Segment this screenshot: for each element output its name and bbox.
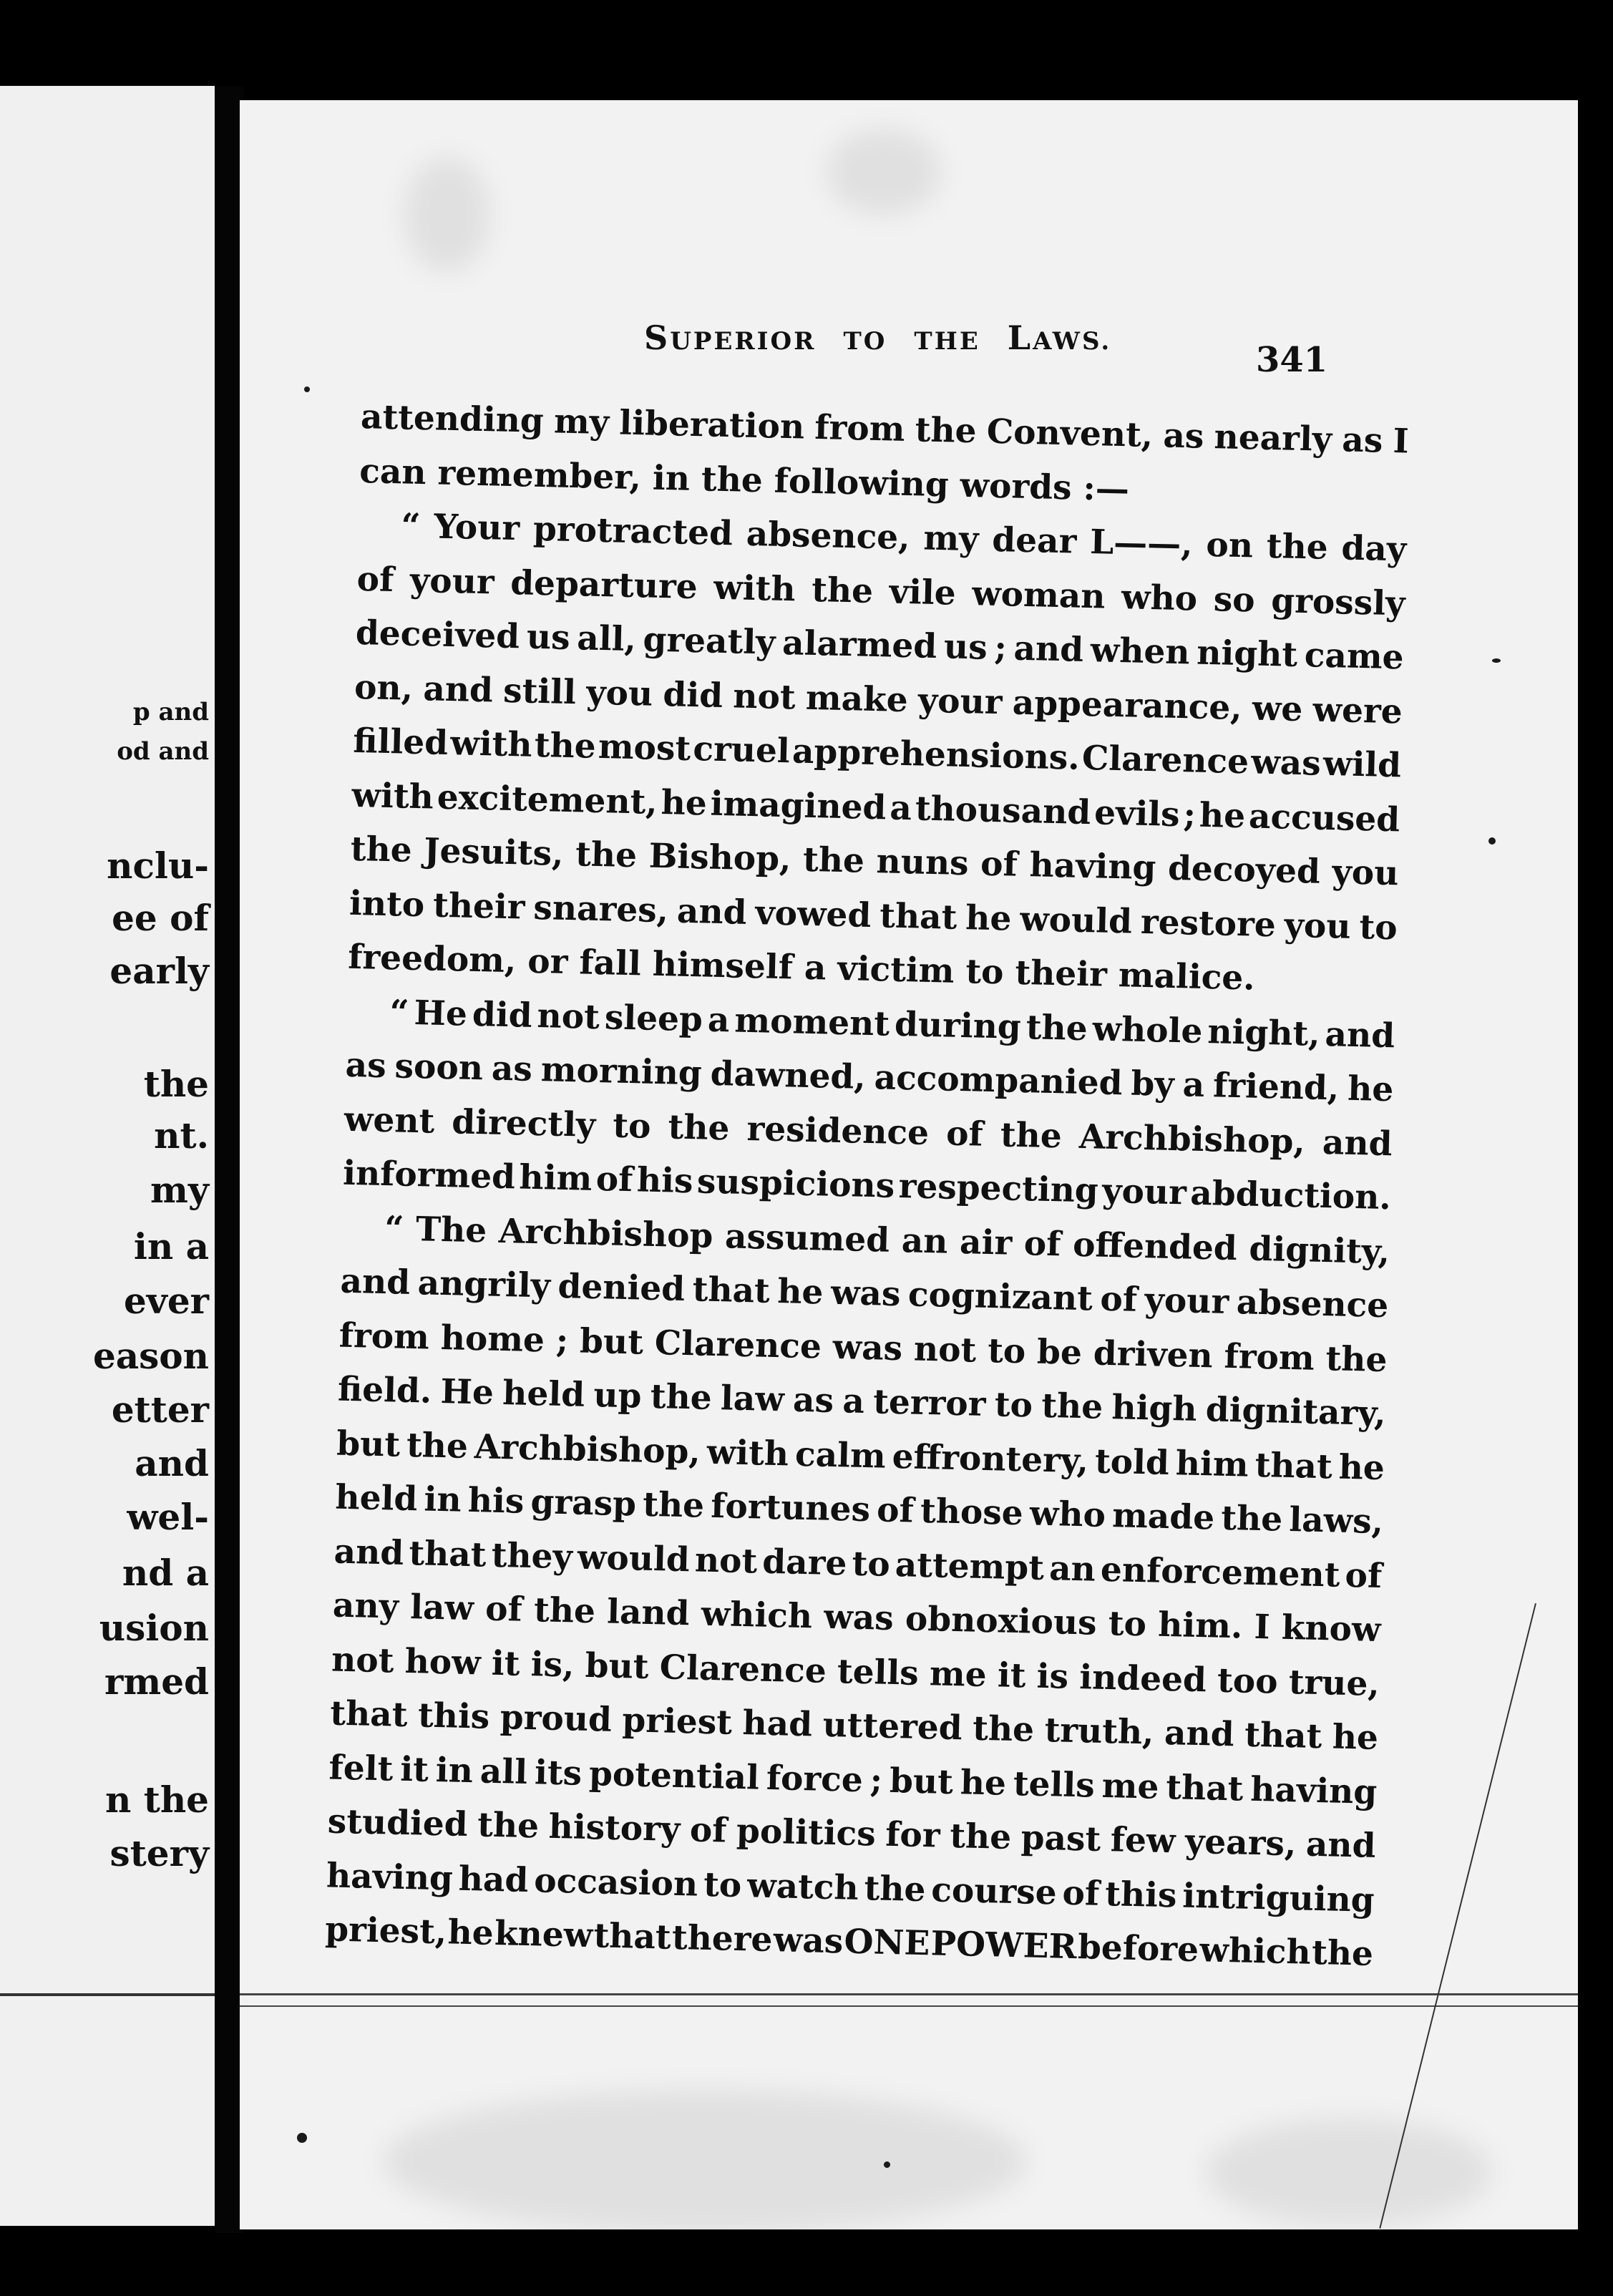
page-smudge [404,157,490,272]
scan-speck [297,2133,307,2143]
page-smudge [827,129,941,215]
previous-page-line: wel- [127,1496,209,1538]
previous-page-line: nd a [122,1552,209,1594]
text-line: into their snares, and vowed that he would restore you to [349,883,1398,948]
scan-speck [304,386,310,392]
bottom-rule [240,1993,1578,1995]
text-line: informed him of his suspicions respecting your abduction. [342,1153,1392,1218]
previous-page-line: eason [92,1335,209,1377]
text-line: from home ; but Clarence was not to be driven from the [338,1315,1388,1380]
previous-page-line: nt. [154,1114,209,1157]
text-line: “ Your protracted absence, my dear L——, on the day [400,506,1407,570]
scan-speck [1492,658,1501,663]
text-line: freedom, or fall himself a victim to their malice. [347,937,1256,998]
text-line: and angrily denied that he was cognizant of your absence [340,1261,1389,1326]
previous-page-line: the [143,1063,209,1105]
text-line: on, and still you did not make your appearance, we were [354,667,1403,731]
previous-page-line: n the [104,1779,209,1821]
previous-page-fragment [0,86,215,2226]
text-line: having had occasion to watch the course of this intriguing [326,1855,1375,1920]
bottom-rule [240,2005,1578,2007]
previous-page-line: ee of [112,897,209,939]
previous-page-line: od and [117,737,209,766]
text-line: field. He held up the law as a terror to the high dignitary, [337,1369,1387,1434]
previous-page-rule [0,1993,215,1996]
previous-page-line: and [135,1442,209,1484]
text-line: but the Archbishop, with calm effrontery, told him that he [336,1424,1385,1488]
previous-page-line: my [150,1169,209,1211]
text-line: as soon as morning dawned, accompanied by a friend, he [345,1045,1394,1110]
text-line: “ He did not sleep a moment during the whole night, and [389,992,1395,1056]
previous-page-line: rmed [104,1660,209,1703]
scan-speck [884,2161,890,2168]
page-smudge [1206,2119,1492,2226]
scan-artifact-line [1379,1603,1536,2229]
text-line: filled with the most cruel apprehensions. Clarence was wild [352,721,1402,786]
text-line: attending my liberation from the Convent, as nearly as I [360,397,1410,462]
previous-page-line: p and [132,698,209,726]
scan-speck [1488,837,1496,845]
previous-page-line: ever [123,1280,209,1322]
text-line: studied the history of politics for the past few years, and [327,1801,1377,1866]
previous-page-line: etter [111,1388,209,1431]
text-line: priest, he knew that there was ONE POWER before which the [324,1910,1374,1974]
text-line: can remember, in the following words :— [359,451,1130,509]
book-gutter [215,86,243,2233]
text-line: held in his grasp the fortunes of those who made the laws, [334,1477,1384,1542]
text-line: with excitement, he imagined a thousand evils ; he accused [351,775,1400,840]
previous-page-line: in a [133,1225,209,1268]
text-line: went directly to the residence of the Archbishop, and [343,1099,1393,1164]
text-line: and that they would not dare to attempt an enforcement of [333,1532,1383,1596]
text-line: not how it is, but Clarence tells me it is indeed too true, [331,1640,1380,1704]
previous-page-line: usion [99,1607,209,1649]
body-text [324,390,1409,1981]
text-line: any law of the land which was obnoxious to him. I know [332,1585,1382,1650]
text-line: deceived us all, greatly alarmed us ; and when night came [355,613,1405,678]
running-head: SUPERIOR TO THE LAWS. [644,318,1112,357]
book-page [240,100,1578,2229]
page-number: 341 [1256,340,1328,380]
text-line: that this proud priest had uttered the truth, and that he [329,1693,1379,1758]
previous-page-line: stery [109,1832,209,1874]
previous-page-line: nclu- [107,845,209,887]
text-line: felt it in all its potential force ; but he tells me that having [328,1747,1378,1812]
text-line: the Jesuits, the Bishop, the nuns of having decoyed you [350,829,1400,894]
text-line: of your departure with the vile woman who so grossly [356,559,1406,623]
previous-page-line: early [109,950,209,992]
text-line: “ The Archbishop assumed an air of offended dignity, [384,1208,1390,1272]
page-smudge [383,2090,1027,2229]
